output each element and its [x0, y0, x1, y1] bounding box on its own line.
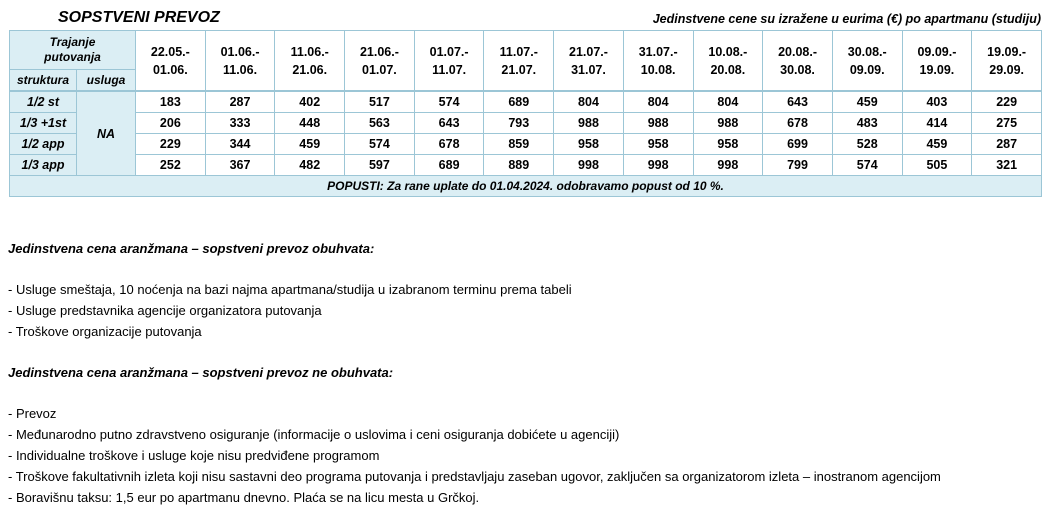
period-header: 31.07.- 10.08.: [623, 31, 693, 92]
structure-column-header: struktura: [10, 70, 77, 92]
price-cell: 889: [484, 155, 554, 176]
list-item: - Individualne troškove i usluge koje nisu predviđene programom: [8, 448, 380, 463]
discount-note: POPUSTI: Za rane uplate do 01.04.2024. odobravamo popust od 10 %.: [10, 176, 1042, 197]
price-cell: 998: [623, 155, 693, 176]
price-cell: 367: [205, 155, 275, 176]
period-header: 10.08.- 20.08.: [693, 31, 763, 92]
price-cell: 505: [902, 155, 972, 176]
price-cell: 799: [763, 155, 833, 176]
price-cell: 517: [345, 91, 415, 113]
page-title: SOPSTVENI PREVOZ: [58, 9, 220, 26]
price-cell: 804: [623, 91, 693, 113]
table-row: [10, 134, 1042, 155]
table-row: [10, 155, 1042, 176]
price-cell: 229: [136, 134, 206, 155]
price-cell: 678: [763, 113, 833, 134]
period-header: 22.05.- 01.06.: [136, 31, 206, 92]
price-cell: 321: [972, 155, 1042, 176]
price-cell: 287: [205, 91, 275, 113]
list-item: - Usluge smeštaja, 10 noćenja na bazi najma apartmana/studija u izabranom terminu prema tabeli: [8, 282, 572, 297]
list-item: - Troškove fakultativnih izleta koji nisu sastavni deo programa putovanja i predstavljaju zaseban ugovor, zaključen sa organizatorom izleta – inostranom agencijom: [8, 469, 941, 484]
service-column-header: usluga: [77, 70, 136, 92]
period-header: 09.09.- 19.09.: [902, 31, 972, 92]
price-cell: 998: [554, 155, 624, 176]
price-cell: 678: [414, 134, 484, 155]
price-cell: 275: [972, 113, 1042, 134]
price-cell: 699: [763, 134, 833, 155]
price-cell: 804: [554, 91, 624, 113]
list-item: - Troškove organizacije putovanja: [8, 324, 202, 339]
price-cell: 183: [136, 91, 206, 113]
list-item: - Prevoz: [8, 406, 57, 421]
price-cell: 643: [763, 91, 833, 113]
price-cell: 563: [345, 113, 415, 134]
price-cell: 402: [275, 91, 345, 113]
price-cell: 988: [693, 113, 763, 134]
period-header: 21.07.- 31.07.: [554, 31, 624, 92]
period-header: 19.09.- 29.09.: [972, 31, 1042, 92]
price-cell: 483: [832, 113, 902, 134]
price-cell: 448: [275, 113, 345, 134]
price-cell: 574: [414, 91, 484, 113]
price-cell: 482: [275, 155, 345, 176]
table-row: [10, 113, 1042, 134]
period-header: 30.08.- 09.09.: [832, 31, 902, 92]
list-item: - Usluge predstavnika agencije organizatora putovanja: [8, 303, 322, 318]
period-header: 11.07.- 21.07.: [484, 31, 554, 92]
price-cell: 333: [205, 113, 275, 134]
price-cell: 459: [832, 91, 902, 113]
price-cell: 643: [414, 113, 484, 134]
table-row: [10, 91, 1042, 113]
price-cell: 958: [554, 134, 624, 155]
price-cell: 804: [693, 91, 763, 113]
price-table: [9, 30, 1042, 197]
price-cell: 459: [275, 134, 345, 155]
price-cell: 574: [832, 155, 902, 176]
list-item: - Međunarodno putno zdravstveno osiguranje (informacije o uslovima i ceni osiguranja dobićete u agenciji): [8, 427, 620, 442]
price-cell: 689: [484, 91, 554, 113]
period-header: 20.08.- 30.08.: [763, 31, 833, 92]
price-cell: 403: [902, 91, 972, 113]
row-label: 1/2 app: [10, 134, 77, 155]
price-cell: 414: [902, 113, 972, 134]
price-cell: 206: [136, 113, 206, 134]
price-cell: 459: [902, 134, 972, 155]
includes-heading: Jedinstvena cena aranžmana – sopstveni prevoz obuhvata:: [8, 241, 375, 256]
price-cell: 793: [484, 113, 554, 134]
price-cell: 958: [623, 134, 693, 155]
price-cell: 988: [554, 113, 624, 134]
period-header: 11.06.- 21.06.: [275, 31, 345, 92]
price-cell: 958: [693, 134, 763, 155]
row-label: 1/3 +1st: [10, 113, 77, 134]
price-cell: 859: [484, 134, 554, 155]
price-note: Jedinstvene cene su izražene u eurima (€) po apartmanu (studiju): [652, 12, 1041, 26]
price-cell: 252: [136, 155, 206, 176]
period-header: 01.07.- 11.07.: [414, 31, 484, 92]
price-cell: 597: [345, 155, 415, 176]
service-cell: NA: [77, 91, 136, 176]
duration-header: Trajanje putovanja: [10, 31, 136, 70]
price-cell: 988: [623, 113, 693, 134]
list-item: - Boravišnu taksu: 1,5 eur po apartmanu dnevno. Plaća se na licu mesta u Grčkoj.: [8, 490, 480, 505]
price-cell: 574: [345, 134, 415, 155]
period-header: 01.06.- 11.06.: [205, 31, 275, 92]
price-cell: 229: [972, 91, 1042, 113]
price-cell: 528: [832, 134, 902, 155]
price-cell: 998: [693, 155, 763, 176]
price-cell: 287: [972, 134, 1042, 155]
row-label: 1/2 st: [10, 91, 77, 113]
row-label: 1/3 app: [10, 155, 77, 176]
price-cell: 689: [414, 155, 484, 176]
arrangement-details: [8, 238, 941, 508]
excludes-heading: Jedinstvena cena aranžmana – sopstveni prevoz ne obuhvata:: [8, 365, 394, 380]
price-cell: 344: [205, 134, 275, 155]
period-header: 21.06.- 01.07.: [345, 31, 415, 92]
